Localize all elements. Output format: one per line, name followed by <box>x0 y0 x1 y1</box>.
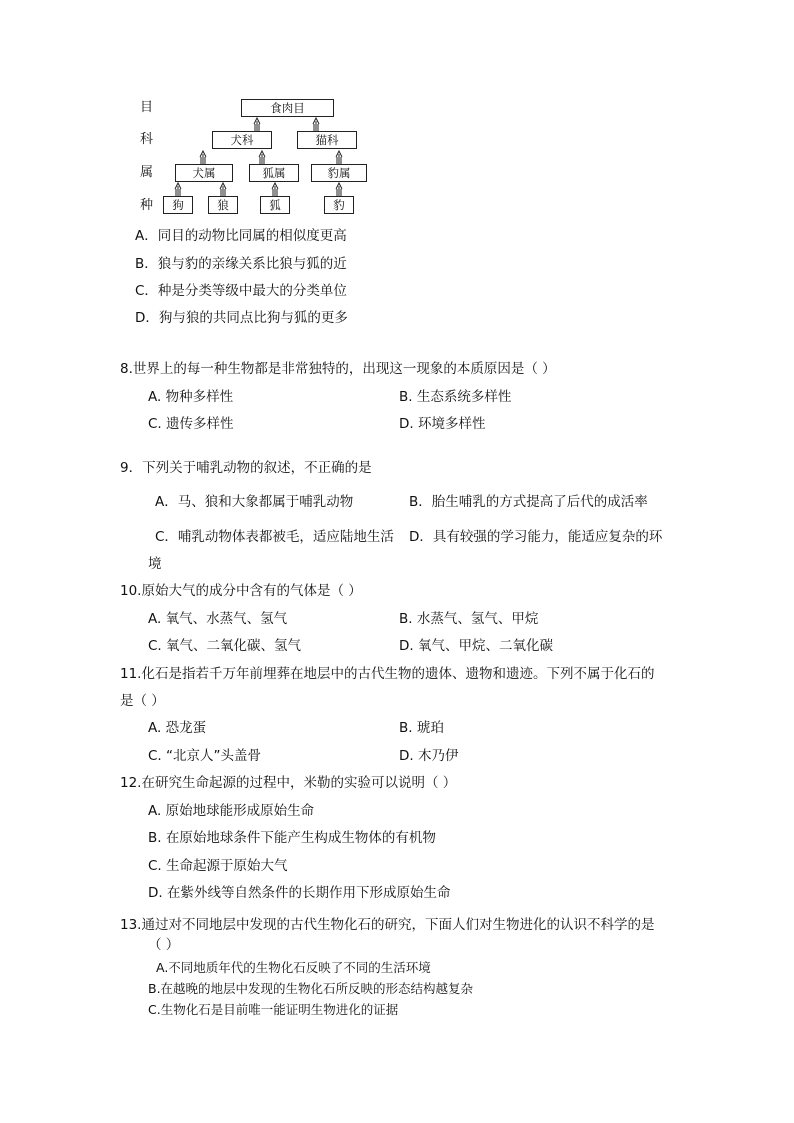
q11-option-c: C. “北京人”头盖骨 <box>148 748 261 764</box>
q7-option-b: B．狼与豹的亲缘关系比狼与狐的近 <box>135 256 347 272</box>
q10-option-c: C. 氧气、二氧化碳、氢气 <box>148 638 302 654</box>
q11-stem-line1: 11.化石是指若千万年前埋葬在地层中的古代生物的遗体、遗物和遗迹。下列不属于化石的 <box>120 666 655 682</box>
q9-option-d-wrap: 境 <box>148 556 162 572</box>
q9-option-b: B．胎生哺乳的方式提高了后代的成活率 <box>409 494 648 510</box>
q13-option-a: A.不同地质年代的生物化石反映了不同的生活环境 <box>156 960 431 975</box>
arrow-leopard-to-panthera <box>336 183 342 196</box>
q8-stem: 8.世界上的每一种生物都是非常独特的，出现这一现象的本质原因是（ ） <box>120 361 556 377</box>
q9-stem: 9．下列关于哺乳动物的叙述，不正确的是 <box>120 460 372 476</box>
species-box-fox: 狐 <box>260 196 290 214</box>
q13-stem-line2: （ ） <box>148 937 180 953</box>
q11-option-a: A. 恐龙蛋 <box>148 720 207 736</box>
q8-option-c: C. 遗传多样性 <box>148 416 234 432</box>
q11-option-d: D. 木乃伊 <box>399 748 459 764</box>
q10-option-a: A. 氧气、水蒸气、氢气 <box>148 611 288 627</box>
q7-option-a: A．同目的动物比同属的相似度更高 <box>135 228 347 244</box>
q12-option-a: A. 原始地球能形成原始生命 <box>148 803 315 819</box>
q11-option-b: B. 琥珀 <box>399 720 444 736</box>
q12-option-c: C. 生命起源于原始大气 <box>148 858 288 874</box>
q8-option-a: A. 物种多样性 <box>148 389 234 405</box>
q13-option-b: B.在越晚的地层中发现的生物化石所反映的形态结构越复杂 <box>148 981 474 996</box>
q12-option-d: D. 在紫外线等自然条件的长期作用下形成原始生命 <box>148 885 451 901</box>
q10-option-b: B. 水蒸气、氢气、甲烷 <box>399 611 539 627</box>
arrow-canis-to-canidae <box>200 151 206 164</box>
species-box-dog: 狗 <box>163 196 193 214</box>
species-box-leopard: 豹 <box>324 196 354 214</box>
q12-stem: 12.在研究生命起源的过程中，米勒的实验可以说明（ ） <box>120 775 457 791</box>
arrow-dog-to-canis <box>175 183 181 196</box>
q9-option-a: A．马、狼和大象都属于哺乳动物 <box>155 494 354 510</box>
family-box-felidae: 猫科 <box>297 131 357 149</box>
q13-option-c: C.生物化石是目前唯一能证明生物进化的证据 <box>148 1002 399 1017</box>
q8-option-b: B. 生态系统多样性 <box>399 389 512 405</box>
q9-option-c: C．哺乳动物体表都被毛，适应陆地生活 <box>155 529 394 545</box>
rank-label-order: 目 <box>140 100 154 115</box>
q7-option-d: D．狗与狼的共同点比狗与狐的更多 <box>135 310 348 326</box>
genus-box-vulpes: 狐属 <box>249 164 299 182</box>
q10-option-d: D. 氧气、甲烷、二氧化碳 <box>399 638 553 654</box>
arrow-wolf-to-canis <box>220 183 226 196</box>
q8-option-d: D. 环境多样性 <box>399 416 486 432</box>
q7-option-c: C．种是分类等级中最大的分类单位 <box>135 283 347 299</box>
q13-stem-line1: 13.通过对不同地层中发现的古代生物化石的研究，下面人们对生物进化的认识不科学的是 <box>120 917 655 933</box>
arrow-canidae-to-order <box>254 118 260 131</box>
species-box-wolf: 狼 <box>208 196 238 214</box>
q12-option-b: B. 在原始地球条件下能产生构成生物体的有机物 <box>148 830 436 846</box>
order-box-carnivora: 食肉目 <box>241 99 334 117</box>
genus-box-panthera: 豹属 <box>311 164 367 182</box>
arrow-felidae-to-order <box>313 118 319 131</box>
arrow-panthera-to-felidae <box>336 151 342 164</box>
rank-label-species: 种 <box>140 198 154 213</box>
rank-label-genus: 属 <box>140 165 154 180</box>
rank-label-family: 科 <box>140 132 154 147</box>
arrow-vulpes-to-canidae <box>259 151 265 164</box>
q11-stem-line2: 是（ ） <box>120 693 165 709</box>
family-box-canidae: 犬科 <box>212 131 272 149</box>
arrow-fox-to-vulpes <box>272 183 278 196</box>
q10-stem: 10.原始大气的成分中含有的气体是（ ） <box>120 583 362 599</box>
q9-option-d: D．具有较强的学习能力，能适应复杂的环 <box>409 529 663 545</box>
genus-box-canis: 犬属 <box>175 164 233 182</box>
hierarchy-arrows <box>0 0 794 240</box>
